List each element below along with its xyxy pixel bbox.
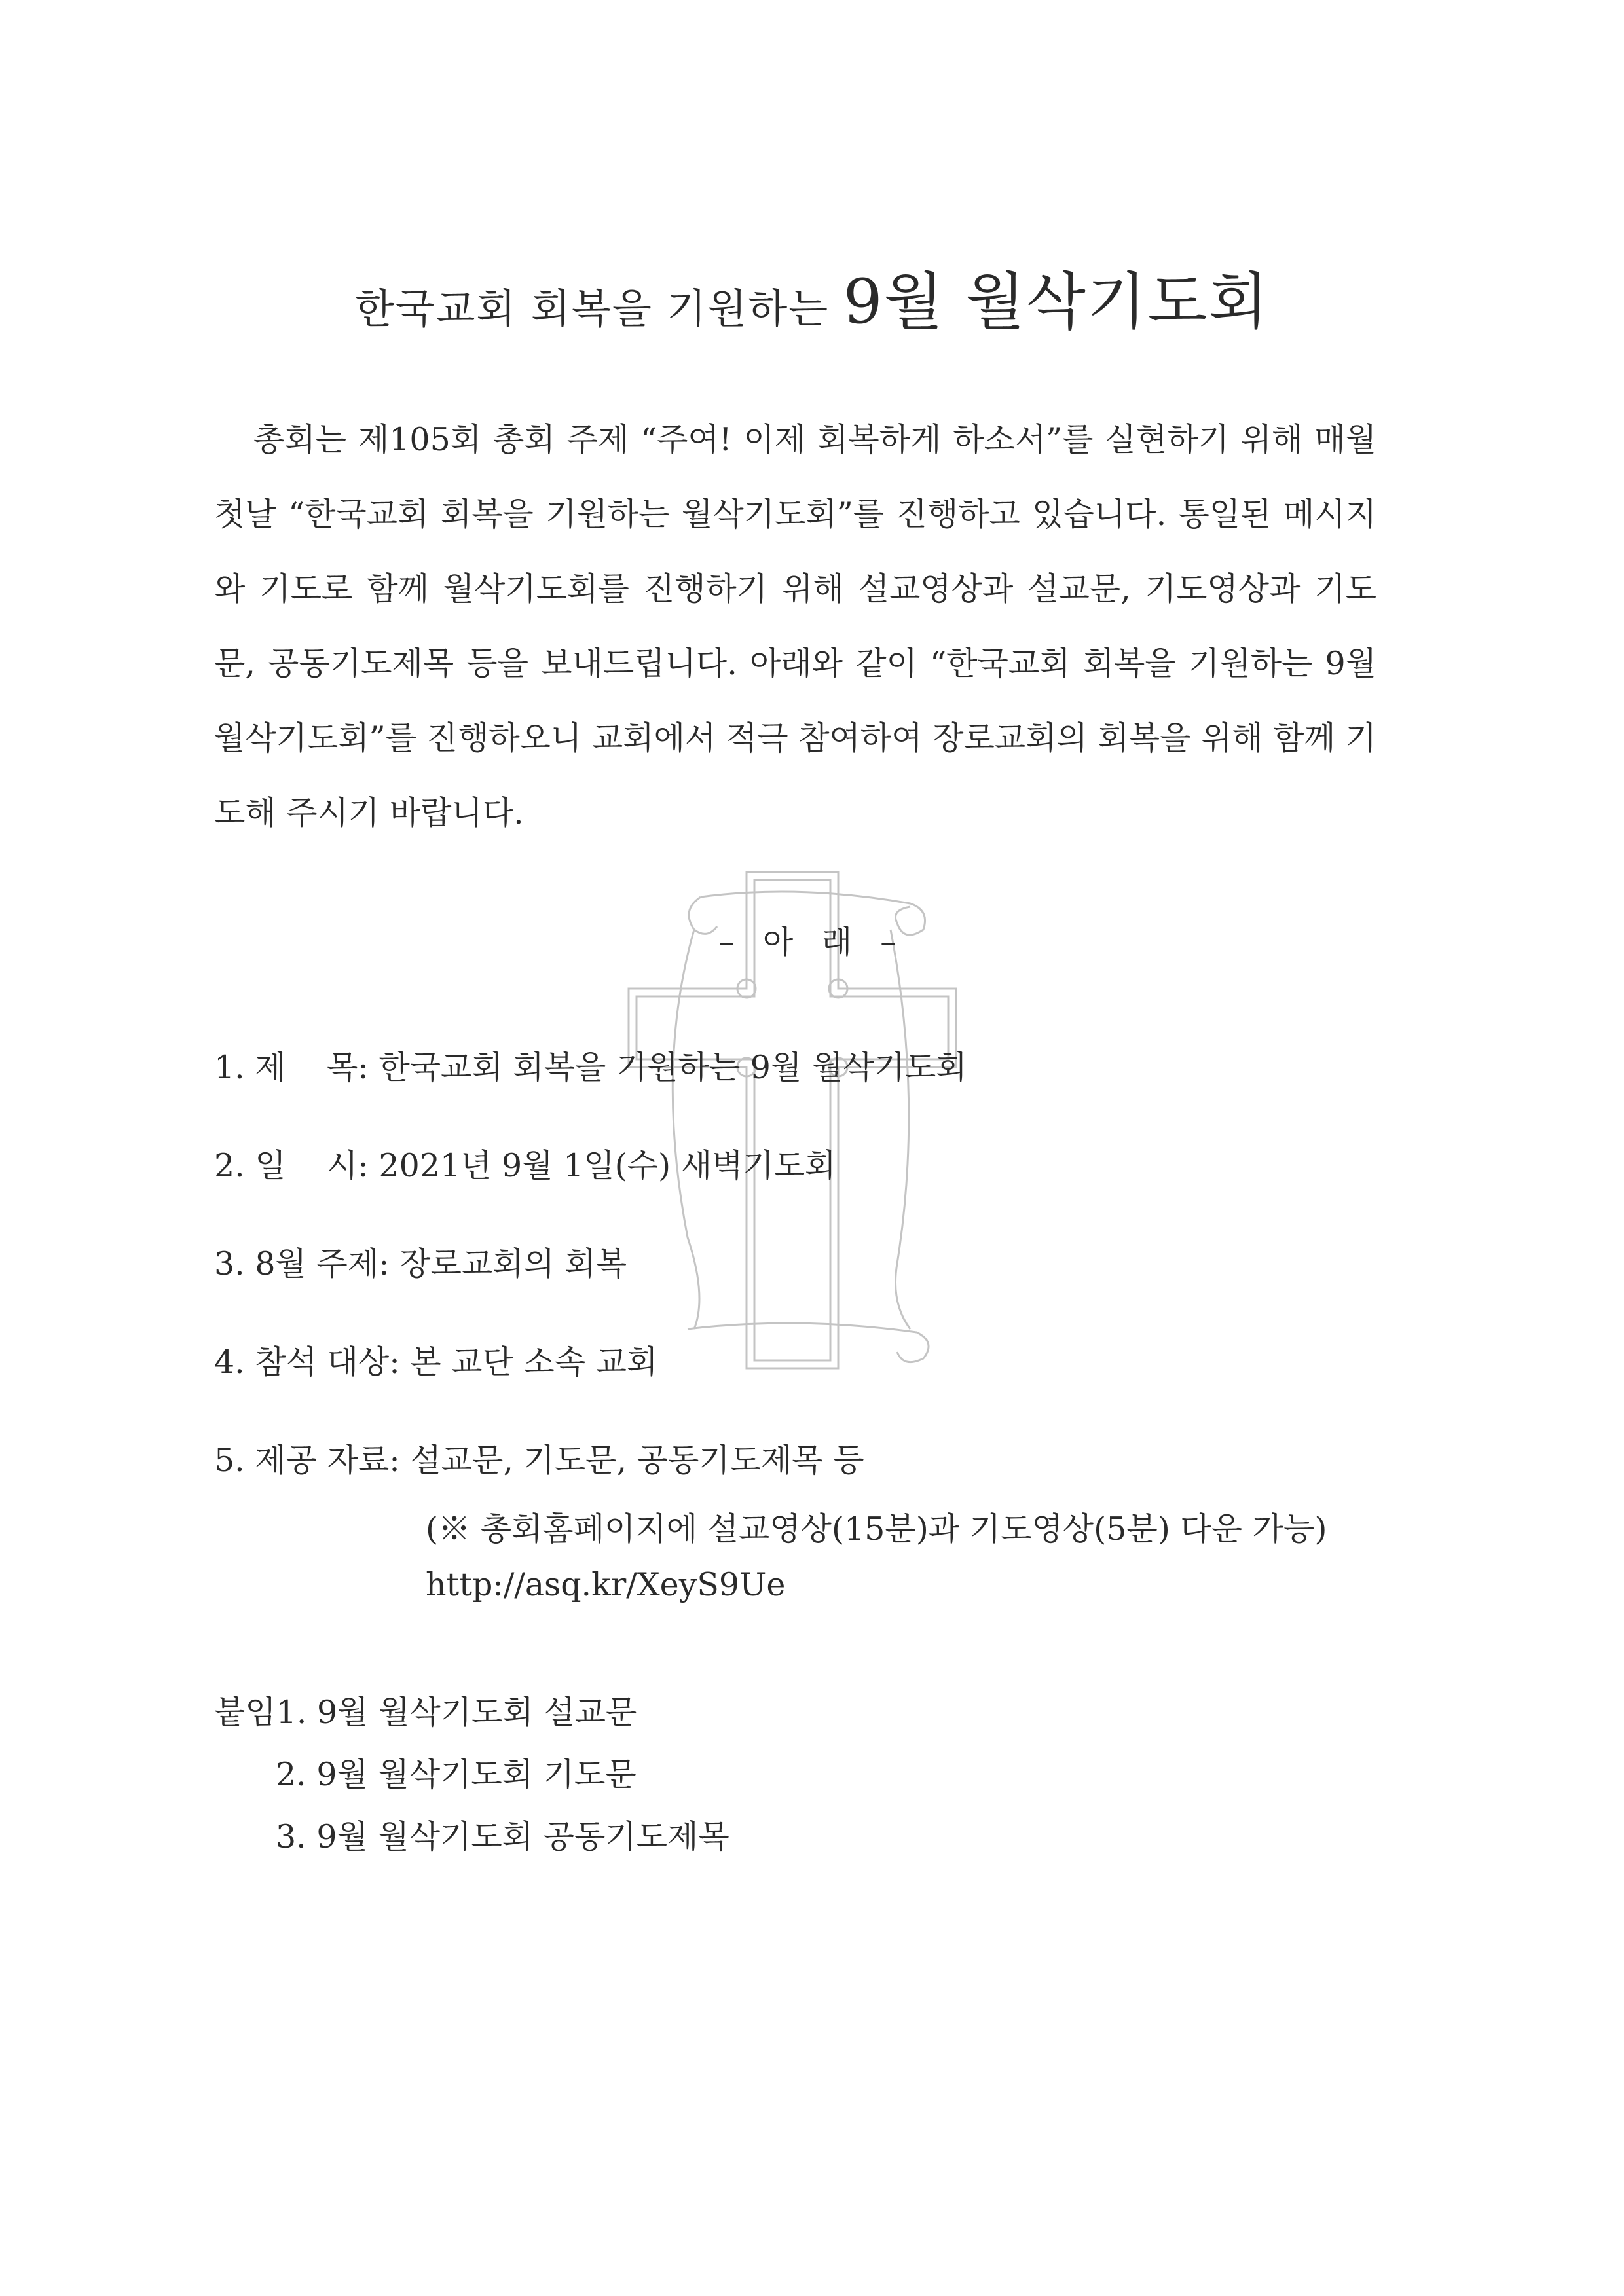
attachment-1: 붙임1. 9월 월삭기도회 설교문 <box>214 1694 637 1731</box>
detail-value: 2021년 9월 1일(수) 새벽기도회 <box>378 1147 836 1184</box>
detail-item-title <box>214 1042 967 1088</box>
title-emphasis: 9월 월삭기도회 <box>843 266 1270 338</box>
detail-item-datetime <box>214 1140 836 1186</box>
detail-label: 4. 참석 대상: <box>214 1343 411 1381</box>
detail-label: 5. 제공 자료: <box>214 1442 411 1479</box>
detail-value: 설교문, 기도문, 공동기도제목 등 <box>410 1442 864 1479</box>
detail-value: 장로교회의 회복 <box>399 1245 627 1283</box>
detail-value: 한국교회 회복을 기원하는 9월 월삭기도회 <box>378 1049 967 1086</box>
document-title <box>0 252 1624 340</box>
body-paragraph: 총회는 제105회 총회 주제 “주여! 이제 회복하게 하소서”를 실현하기 위해 매월 첫날 “한국교회 회복을 기원하는 월삭기도회”를 진행하고 있습니다. 통일된 메시지와 기도로 함께 월삭기도회를 진행하기 위해 설교영상과 설교문, 기도영상과 기도문, 공동기도제목 등을 보내드립니다. 아래와 같이 “한국교회 회복을 기원하는 9월 월삭기도회”를 진행하오니 교회에서 적극 참여하여 장로교회의 회복을 위해 함께 기도해 주시기 바랍니다. <box>214 421 1376 831</box>
detail-item-attendees <box>214 1337 657 1383</box>
detail-item-materials <box>214 1435 864 1481</box>
title-prefix: 한국교회 회복을 기원하는 <box>354 285 843 333</box>
materials-note: (※ 총회홈페이지에 설교영상(15분)과 기도영상(5분) 다운 가능) <box>426 1510 1327 1548</box>
materials-link[interactable]: http://asq.kr/XeyS9Ue <box>426 1566 786 1603</box>
detail-item-theme <box>214 1239 627 1285</box>
attachment-2: 2. 9월 월삭기도회 기도문 <box>276 1756 637 1793</box>
attachment-3: 3. 9월 월삭기도회 공동기도제목 <box>276 1818 729 1855</box>
detail-label: 2. 일 시: <box>214 1147 379 1184</box>
detail-label: 1. 제 목: <box>214 1049 379 1086</box>
detail-label: 3. 8월 주제: <box>214 1245 400 1283</box>
detail-value: 본 교단 소속 교회 <box>410 1343 658 1381</box>
notice-heading: – 아 래 – <box>718 924 906 960</box>
